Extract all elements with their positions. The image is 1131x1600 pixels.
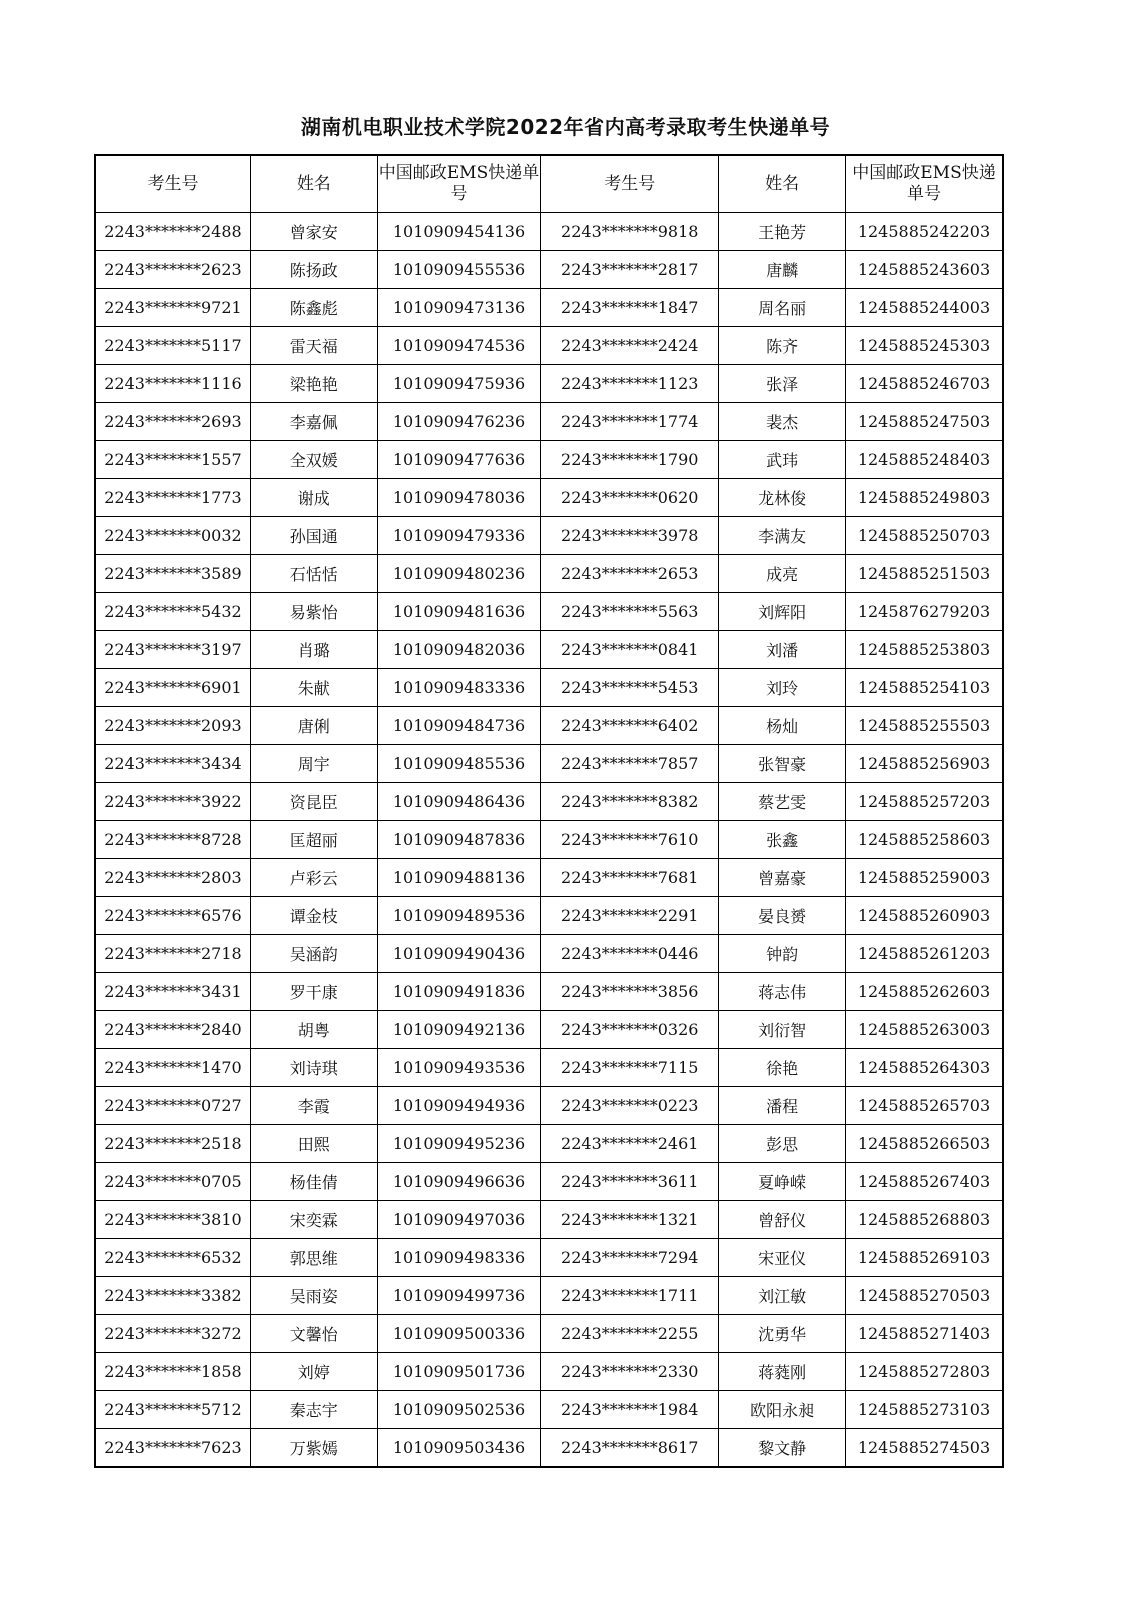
name-cell: 杨灿 bbox=[719, 707, 846, 745]
name-cell: 全双媛 bbox=[250, 441, 377, 479]
ems-number-cell: 1010909492136 bbox=[377, 1011, 541, 1049]
table-row bbox=[95, 897, 1003, 935]
exam-number-cell: 2243*******2803 bbox=[95, 859, 250, 897]
ems-number-cell: 1245885254103 bbox=[845, 669, 1003, 707]
name-cell: 唐麟 bbox=[719, 251, 846, 289]
exam-number-cell: 2243*******1790 bbox=[541, 441, 719, 479]
ems-number-cell: 1010909499736 bbox=[377, 1277, 541, 1315]
exam-number-cell: 2243*******2461 bbox=[541, 1125, 719, 1163]
name-cell: 孙国通 bbox=[250, 517, 377, 555]
ems-number-cell: 1010909503436 bbox=[377, 1429, 541, 1468]
name-cell: 张泽 bbox=[719, 365, 846, 403]
ems-number-cell: 1245885274503 bbox=[845, 1429, 1003, 1468]
exam-number-cell: 2243*******2623 bbox=[95, 251, 250, 289]
ems-number-cell: 1010909487836 bbox=[377, 821, 541, 859]
ems-number-cell: 1245876279203 bbox=[845, 593, 1003, 631]
ems-number-cell: 1245885267403 bbox=[845, 1163, 1003, 1201]
name-cell: 刘玲 bbox=[719, 669, 846, 707]
table-row bbox=[95, 1429, 1003, 1468]
ems-number-cell: 1245885271403 bbox=[845, 1315, 1003, 1353]
name-cell: 蒋志伟 bbox=[719, 973, 846, 1011]
exam-number-cell: 2243*******2488 bbox=[95, 213, 250, 251]
exam-number-cell: 2243*******3922 bbox=[95, 783, 250, 821]
table-row bbox=[95, 707, 1003, 745]
ems-number-cell: 1010909502536 bbox=[377, 1391, 541, 1429]
name-cell: 卢彩云 bbox=[250, 859, 377, 897]
exam-number-cell: 2243*******7857 bbox=[541, 745, 719, 783]
name-cell: 梁艳艳 bbox=[250, 365, 377, 403]
table-row bbox=[95, 1391, 1003, 1429]
ems-number-cell: 1010909497036 bbox=[377, 1201, 541, 1239]
name-cell: 刘潘 bbox=[719, 631, 846, 669]
name-cell: 谭金枝 bbox=[250, 897, 377, 935]
ems-number-cell: 1010909480236 bbox=[377, 555, 541, 593]
exam-number-cell: 2243*******5432 bbox=[95, 593, 250, 631]
exam-number-cell: 2243*******0620 bbox=[541, 479, 719, 517]
table-row bbox=[95, 1125, 1003, 1163]
exam-number-cell: 2243*******9721 bbox=[95, 289, 250, 327]
exam-number-cell: 2243*******7294 bbox=[541, 1239, 719, 1277]
exam-number-cell: 2243*******2424 bbox=[541, 327, 719, 365]
exam-number-cell: 2243*******3431 bbox=[95, 973, 250, 1011]
name-cell: 资昆臣 bbox=[250, 783, 377, 821]
header-name: 姓名 bbox=[250, 155, 377, 213]
exam-number-cell: 2243*******9818 bbox=[541, 213, 719, 251]
table-row bbox=[95, 1201, 1003, 1239]
table-row bbox=[95, 479, 1003, 517]
ems-number-cell: 1245885257203 bbox=[845, 783, 1003, 821]
header-exam-number: 考生号 bbox=[95, 155, 250, 213]
name-cell: 张鑫 bbox=[719, 821, 846, 859]
name-cell: 宋奕霖 bbox=[250, 1201, 377, 1239]
name-cell: 夏峥嵘 bbox=[719, 1163, 846, 1201]
exam-number-cell: 2243*******5563 bbox=[541, 593, 719, 631]
exam-number-cell: 2243*******1847 bbox=[541, 289, 719, 327]
name-cell: 蔡艺雯 bbox=[719, 783, 846, 821]
exam-number-cell: 2243*******8728 bbox=[95, 821, 250, 859]
table-row bbox=[95, 1353, 1003, 1391]
exam-number-cell: 2243*******2518 bbox=[95, 1125, 250, 1163]
table-row bbox=[95, 327, 1003, 365]
ems-number-cell: 1245885242203 bbox=[845, 213, 1003, 251]
name-cell: 杨佳倩 bbox=[250, 1163, 377, 1201]
header-exam-number-2: 考生号 bbox=[541, 155, 719, 213]
exam-number-cell: 2243*******2817 bbox=[541, 251, 719, 289]
exam-number-cell: 2243*******3272 bbox=[95, 1315, 250, 1353]
name-cell: 唐俐 bbox=[250, 707, 377, 745]
ems-number-cell: 1010909489536 bbox=[377, 897, 541, 935]
name-cell: 刘辉阳 bbox=[719, 593, 846, 631]
ems-number-cell: 1010909496636 bbox=[377, 1163, 541, 1201]
ems-number-cell: 1010909500336 bbox=[377, 1315, 541, 1353]
name-cell: 朱献 bbox=[250, 669, 377, 707]
name-cell: 吴雨姿 bbox=[250, 1277, 377, 1315]
name-cell: 彭思 bbox=[719, 1125, 846, 1163]
exam-number-cell: 2243*******2840 bbox=[95, 1011, 250, 1049]
exam-number-cell: 2243*******5453 bbox=[541, 669, 719, 707]
exam-number-cell: 2243*******3589 bbox=[95, 555, 250, 593]
name-cell: 刘衍智 bbox=[719, 1011, 846, 1049]
ems-number-cell: 1245885259003 bbox=[845, 859, 1003, 897]
header-name-2: 姓名 bbox=[719, 155, 846, 213]
exam-number-cell: 2243*******8382 bbox=[541, 783, 719, 821]
ems-number-cell: 1010909493536 bbox=[377, 1049, 541, 1087]
table-row bbox=[95, 745, 1003, 783]
name-cell: 曾嘉豪 bbox=[719, 859, 846, 897]
table-row bbox=[95, 1163, 1003, 1201]
exam-number-cell: 2243*******1116 bbox=[95, 365, 250, 403]
table-row bbox=[95, 973, 1003, 1011]
ems-number-cell: 1245885263003 bbox=[845, 1011, 1003, 1049]
ems-number-cell: 1010909484736 bbox=[377, 707, 541, 745]
exam-number-cell: 2243*******5712 bbox=[95, 1391, 250, 1429]
ems-number-cell: 1245885243603 bbox=[845, 251, 1003, 289]
name-cell: 文馨怡 bbox=[250, 1315, 377, 1353]
name-cell: 罗干康 bbox=[250, 973, 377, 1011]
exam-number-cell: 2243*******2255 bbox=[541, 1315, 719, 1353]
name-cell: 钟韵 bbox=[719, 935, 846, 973]
table-row bbox=[95, 669, 1003, 707]
name-cell: 匡超丽 bbox=[250, 821, 377, 859]
name-cell: 田熙 bbox=[250, 1125, 377, 1163]
name-cell: 张智豪 bbox=[719, 745, 846, 783]
table-row bbox=[95, 783, 1003, 821]
ems-number-cell: 1245885268803 bbox=[845, 1201, 1003, 1239]
table-row bbox=[95, 1011, 1003, 1049]
ems-number-cell: 1010909481636 bbox=[377, 593, 541, 631]
ems-number-cell: 1245885258603 bbox=[845, 821, 1003, 859]
table-row bbox=[95, 859, 1003, 897]
name-cell: 刘江敏 bbox=[719, 1277, 846, 1315]
ems-number-cell: 1010909485536 bbox=[377, 745, 541, 783]
table-row bbox=[95, 1049, 1003, 1087]
exam-number-cell: 2243*******5117 bbox=[95, 327, 250, 365]
ems-number-cell: 1010909479336 bbox=[377, 517, 541, 555]
name-cell: 曾家安 bbox=[250, 213, 377, 251]
ems-number-cell: 1245885255503 bbox=[845, 707, 1003, 745]
exam-number-cell: 2243*******3810 bbox=[95, 1201, 250, 1239]
table-row bbox=[95, 935, 1003, 973]
table-row bbox=[95, 821, 1003, 859]
document-title: 湖南机电职业技术学院2022年省内高考录取考生快递单号 bbox=[300, 115, 831, 139]
ems-number-cell: 1245885260903 bbox=[845, 897, 1003, 935]
exam-number-cell: 2243*******6532 bbox=[95, 1239, 250, 1277]
exam-number-cell: 2243*******3434 bbox=[95, 745, 250, 783]
name-cell: 宋亚仪 bbox=[719, 1239, 846, 1277]
ems-number-cell: 1245885272803 bbox=[845, 1353, 1003, 1391]
table-row bbox=[95, 403, 1003, 441]
exam-number-cell: 2243*******6402 bbox=[541, 707, 719, 745]
exam-number-cell: 2243*******3382 bbox=[95, 1277, 250, 1315]
ems-number-cell: 1010909491836 bbox=[377, 973, 541, 1011]
ems-number-cell: 1010909494936 bbox=[377, 1087, 541, 1125]
name-cell: 成亮 bbox=[719, 555, 846, 593]
table-row bbox=[95, 555, 1003, 593]
exam-number-cell: 2243*******2653 bbox=[541, 555, 719, 593]
ems-number-cell: 1010909498336 bbox=[377, 1239, 541, 1277]
name-cell: 沈勇华 bbox=[719, 1315, 846, 1353]
table-row bbox=[95, 593, 1003, 631]
exam-number-cell: 2243*******2291 bbox=[541, 897, 719, 935]
table-row bbox=[95, 365, 1003, 403]
name-cell: 秦志宇 bbox=[250, 1391, 377, 1429]
ems-number-cell: 1245885248403 bbox=[845, 441, 1003, 479]
name-cell: 黎文静 bbox=[719, 1429, 846, 1468]
ems-number-cell: 1010909455536 bbox=[377, 251, 541, 289]
name-cell: 蒋蕤刚 bbox=[719, 1353, 846, 1391]
ems-number-cell: 1245885245303 bbox=[845, 327, 1003, 365]
ems-number-cell: 1245885265703 bbox=[845, 1087, 1003, 1125]
exam-number-cell: 2243*******3197 bbox=[95, 631, 250, 669]
table-row bbox=[95, 213, 1003, 251]
ems-number-cell: 1245885261203 bbox=[845, 935, 1003, 973]
ems-number-cell: 1245885246703 bbox=[845, 365, 1003, 403]
name-cell: 李霞 bbox=[250, 1087, 377, 1125]
name-cell: 刘婷 bbox=[250, 1353, 377, 1391]
exam-number-cell: 2243*******8617 bbox=[541, 1429, 719, 1468]
exam-number-cell: 2243*******1711 bbox=[541, 1277, 719, 1315]
name-cell: 万紫嫣 bbox=[250, 1429, 377, 1468]
ems-number-cell: 1010909488136 bbox=[377, 859, 541, 897]
ems-number-cell: 1010909454136 bbox=[377, 213, 541, 251]
table-row bbox=[95, 1087, 1003, 1125]
ems-number-cell: 1010909483336 bbox=[377, 669, 541, 707]
table-row bbox=[95, 289, 1003, 327]
ems-number-cell: 1245885251503 bbox=[845, 555, 1003, 593]
name-cell: 晏良赟 bbox=[719, 897, 846, 935]
ems-number-cell: 1010909482036 bbox=[377, 631, 541, 669]
exam-number-cell: 2243*******7623 bbox=[95, 1429, 250, 1468]
table-row bbox=[95, 251, 1003, 289]
name-cell: 曾舒仪 bbox=[719, 1201, 846, 1239]
name-cell: 刘诗琪 bbox=[250, 1049, 377, 1087]
header-ems-number: 中国邮政EMS快递单号 bbox=[377, 155, 541, 213]
name-cell: 陈鑫彪 bbox=[250, 289, 377, 327]
table-row bbox=[95, 1277, 1003, 1315]
ems-number-cell: 1245885250703 bbox=[845, 517, 1003, 555]
exam-number-cell: 2243*******3611 bbox=[541, 1163, 719, 1201]
exam-number-cell: 2243*******0727 bbox=[95, 1087, 250, 1125]
exam-number-cell: 2243*******1858 bbox=[95, 1353, 250, 1391]
exam-number-cell: 2243*******6901 bbox=[95, 669, 250, 707]
ems-number-cell: 1245885269103 bbox=[845, 1239, 1003, 1277]
exam-number-cell: 2243*******0705 bbox=[95, 1163, 250, 1201]
ems-number-cell: 1245885270503 bbox=[845, 1277, 1003, 1315]
ems-number-cell: 1245885253803 bbox=[845, 631, 1003, 669]
name-cell: 郭思维 bbox=[250, 1239, 377, 1277]
name-cell: 徐艳 bbox=[719, 1049, 846, 1087]
exam-number-cell: 2243*******6576 bbox=[95, 897, 250, 935]
ems-number-cell: 1245885244003 bbox=[845, 289, 1003, 327]
name-cell: 潘程 bbox=[719, 1087, 846, 1125]
exam-number-cell: 2243*******1774 bbox=[541, 403, 719, 441]
ems-number-cell: 1245885256903 bbox=[845, 745, 1003, 783]
ems-number-cell: 1245885249803 bbox=[845, 479, 1003, 517]
exam-number-cell: 2243*******1773 bbox=[95, 479, 250, 517]
ems-number-cell: 1010909476236 bbox=[377, 403, 541, 441]
exam-number-cell: 2243*******0223 bbox=[541, 1087, 719, 1125]
name-cell: 李嘉佩 bbox=[250, 403, 377, 441]
exam-number-cell: 2243*******1123 bbox=[541, 365, 719, 403]
name-cell: 陈齐 bbox=[719, 327, 846, 365]
exam-number-cell: 2243*******0841 bbox=[541, 631, 719, 669]
exam-number-cell: 2243*******1321 bbox=[541, 1201, 719, 1239]
ems-number-cell: 1245885264303 bbox=[845, 1049, 1003, 1087]
name-cell: 胡粤 bbox=[250, 1011, 377, 1049]
ems-number-cell: 1010909495236 bbox=[377, 1125, 541, 1163]
ems-number-cell: 1245885247503 bbox=[845, 403, 1003, 441]
name-cell: 周名丽 bbox=[719, 289, 846, 327]
name-cell: 龙林俊 bbox=[719, 479, 846, 517]
exam-number-cell: 2243*******2093 bbox=[95, 707, 250, 745]
name-cell: 裴杰 bbox=[719, 403, 846, 441]
header-ems-number-2: 中国邮政EMS快递单号 bbox=[845, 155, 1003, 213]
name-cell: 武玮 bbox=[719, 441, 846, 479]
exam-number-cell: 2243*******2693 bbox=[95, 403, 250, 441]
tracking-table bbox=[94, 154, 1004, 1468]
exam-number-cell: 2243*******7115 bbox=[541, 1049, 719, 1087]
name-cell: 王艳芳 bbox=[719, 213, 846, 251]
ems-number-cell: 1245885266503 bbox=[845, 1125, 1003, 1163]
table-row bbox=[95, 1239, 1003, 1277]
name-cell: 李满友 bbox=[719, 517, 846, 555]
table-header-row bbox=[95, 155, 1003, 213]
table-row bbox=[95, 1315, 1003, 1353]
name-cell: 谢成 bbox=[250, 479, 377, 517]
exam-number-cell: 2243*******1557 bbox=[95, 441, 250, 479]
ems-number-cell: 1245885262603 bbox=[845, 973, 1003, 1011]
table-row bbox=[95, 441, 1003, 479]
exam-number-cell: 2243*******0446 bbox=[541, 935, 719, 973]
exam-number-cell: 2243*******3978 bbox=[541, 517, 719, 555]
exam-number-cell: 2243*******2330 bbox=[541, 1353, 719, 1391]
name-cell: 吴涵韵 bbox=[250, 935, 377, 973]
name-cell: 陈扬政 bbox=[250, 251, 377, 289]
ems-number-cell: 1010909490436 bbox=[377, 935, 541, 973]
exam-number-cell: 2243*******0032 bbox=[95, 517, 250, 555]
name-cell: 易紫怡 bbox=[250, 593, 377, 631]
name-cell: 周宇 bbox=[250, 745, 377, 783]
ems-number-cell: 1010909477636 bbox=[377, 441, 541, 479]
ems-number-cell: 1010909473136 bbox=[377, 289, 541, 327]
name-cell: 肖璐 bbox=[250, 631, 377, 669]
table-row bbox=[95, 631, 1003, 669]
name-cell: 欧阳永昶 bbox=[719, 1391, 846, 1429]
exam-number-cell: 2243*******7681 bbox=[541, 859, 719, 897]
ems-number-cell: 1245885273103 bbox=[845, 1391, 1003, 1429]
name-cell: 石恬恬 bbox=[250, 555, 377, 593]
table-body bbox=[95, 213, 1003, 1468]
ems-number-cell: 1010909474536 bbox=[377, 327, 541, 365]
exam-number-cell: 2243*******3856 bbox=[541, 973, 719, 1011]
exam-number-cell: 2243*******1984 bbox=[541, 1391, 719, 1429]
exam-number-cell: 2243*******1470 bbox=[95, 1049, 250, 1087]
exam-number-cell: 2243*******0326 bbox=[541, 1011, 719, 1049]
ems-number-cell: 1010909478036 bbox=[377, 479, 541, 517]
name-cell: 雷天福 bbox=[250, 327, 377, 365]
ems-number-cell: 1010909475936 bbox=[377, 365, 541, 403]
ems-number-cell: 1010909501736 bbox=[377, 1353, 541, 1391]
exam-number-cell: 2243*******2718 bbox=[95, 935, 250, 973]
exam-number-cell: 2243*******7610 bbox=[541, 821, 719, 859]
table-row bbox=[95, 517, 1003, 555]
ems-number-cell: 1010909486436 bbox=[377, 783, 541, 821]
